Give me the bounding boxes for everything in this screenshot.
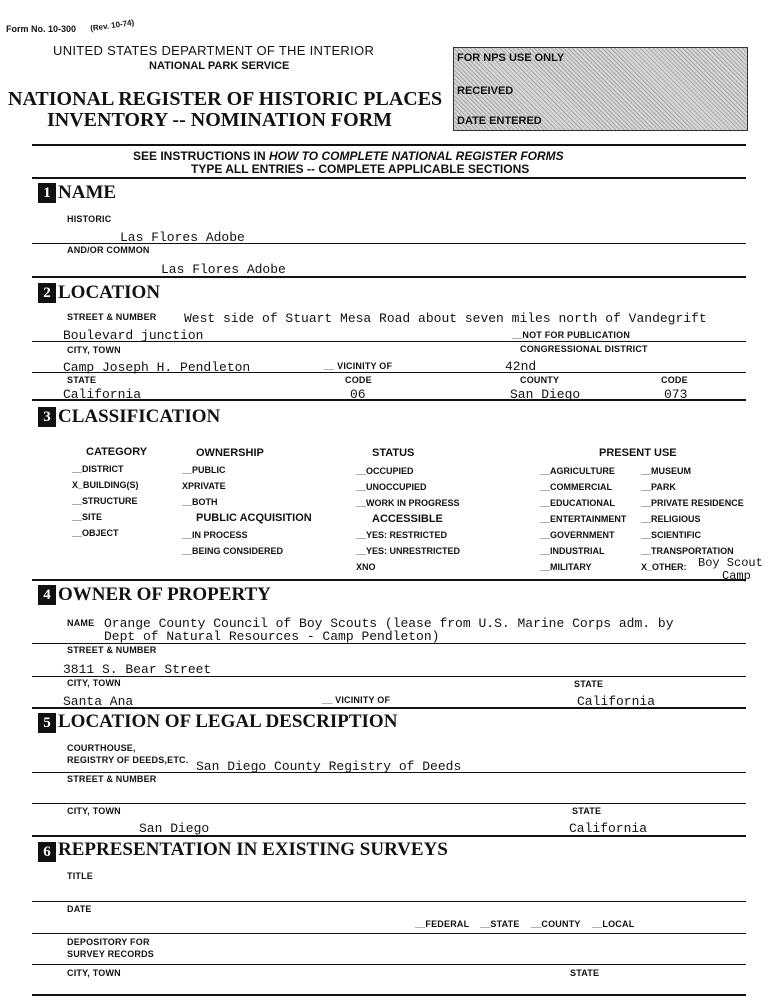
status-unoccupied: __UNOCCUPIED	[356, 482, 427, 492]
section-5-title: LOCATION OF LEGAL DESCRIPTION	[58, 711, 398, 732]
form-title-line1: NATIONAL REGISTER OF HISTORIC PLACES	[8, 88, 443, 110]
depository-label-line2: SURVEY RECORDS	[67, 949, 154, 959]
form-bottom-rule	[32, 994, 746, 996]
nps-use-only-box	[453, 47, 748, 131]
state-code-value: 06	[350, 387, 366, 402]
section-4-end-rule	[32, 707, 746, 709]
category-object: __OBJECT	[72, 528, 119, 538]
street-number-label: STREET & NUMBER	[67, 312, 157, 322]
section-4-number: 4	[38, 585, 56, 605]
owner-vicinity-label: __ VICINITY OF	[322, 695, 391, 705]
category-buildings: X_BUILDING(S)	[72, 480, 139, 490]
access-yes-restricted: __YES: RESTRICTED	[356, 530, 448, 540]
use-scientific: __SCIENTIFIC	[641, 530, 702, 540]
accessible-heading: ACCESSIBLE	[372, 513, 443, 525]
vicinity-label: __ VICINITY OF	[324, 361, 393, 371]
category-heading: CATEGORY	[86, 446, 148, 458]
other-use-value-line1: Boy Scout	[698, 556, 763, 570]
ownership-both: __BOTH	[182, 497, 218, 507]
courthouse-label-line2: REGISTRY OF DEEDS,ETC.	[67, 755, 189, 765]
county-code-value: 073	[664, 387, 688, 402]
use-other: X_OTHER:	[641, 562, 687, 572]
section-4-title: OWNER OF PROPERTY	[58, 584, 271, 605]
state-label: STATE	[67, 375, 97, 385]
city-town-label: CITY, TOWN	[67, 345, 121, 355]
section-5-number: 5	[38, 713, 56, 733]
historic-name-value: Las Flores Adobe	[120, 230, 245, 245]
owner-name-rule	[32, 643, 746, 644]
legal-street-rule	[32, 803, 746, 804]
owner-state-value: California	[577, 694, 656, 709]
historic-label: HISTORIC	[67, 214, 112, 224]
section-6-title: REPRESENTATION IN EXISTING SURVEYS	[58, 839, 448, 860]
use-military: __MILITARY	[540, 562, 592, 572]
owner-street-rule	[32, 676, 746, 677]
survey-state-label: STATE	[570, 968, 600, 978]
street-value-line1: West side of Stuart Mesa Road about seven miles north of Vandegrift	[184, 311, 707, 326]
section-2-number: 2	[38, 283, 56, 303]
nps-received-label: RECEIVED	[457, 85, 514, 97]
county-value: San Diego	[510, 387, 581, 402]
section-1-title: NAME	[58, 182, 117, 203]
nps-date-entered-label: DATE ENTERED	[457, 115, 542, 127]
access-yes-unrestricted: __YES: UNRESTRICTED	[356, 546, 461, 556]
present-use-heading: PRESENT USE	[599, 447, 677, 459]
header-rule	[32, 144, 746, 146]
survey-local: __LOCAL	[592, 919, 635, 929]
public-acquisition-heading: PUBLIC ACQUISITION	[196, 512, 312, 524]
not-for-publication-label: __NOT FOR PUBLICATION	[512, 330, 631, 340]
ownership-heading: OWNERSHIP	[196, 447, 264, 459]
section-3-title: CLASSIFICATION	[58, 406, 221, 427]
county-code-label: CODE	[661, 375, 688, 385]
congressional-district-label: CONGRESSIONAL DISTRICT	[520, 344, 648, 354]
acquisition-being-considered: __BEING CONSIDERED	[182, 546, 284, 556]
owner-city-label: CITY, TOWN	[67, 678, 121, 688]
department-name: UNITED STATES DEPARTMENT OF THE INTERIOR	[53, 43, 375, 58]
survey-county: __COUNTY	[531, 919, 581, 929]
owner-name-value-line1: Orange County Council of Boy Scouts (lease from U.S. Marine Corps adm. by	[104, 616, 674, 631]
other-use-value-line2: Camp	[722, 569, 751, 583]
use-government: __GOVERNMENT	[540, 530, 615, 540]
use-industrial: __INDUSTRIAL	[540, 546, 605, 556]
status-work-in-progress: __WORK IN PROGRESS	[356, 498, 460, 508]
use-religious: __RELIGIOUS	[641, 514, 701, 524]
legal-state-label: STATE	[572, 806, 602, 816]
legal-city-label: CITY, TOWN	[67, 806, 121, 816]
courthouse-rule	[32, 772, 746, 773]
depository-rule	[32, 964, 746, 965]
survey-title-rule	[32, 901, 746, 902]
legal-state-value: California	[569, 821, 648, 836]
instructions-line1	[133, 149, 564, 163]
survey-state: __STATE	[480, 919, 520, 929]
survey-date-label: DATE	[67, 904, 92, 914]
state-value: California	[63, 387, 142, 402]
depository-label-line1: DEPOSITORY FOR	[67, 937, 150, 947]
owner-state-label: STATE	[574, 679, 604, 689]
use-educational: __EDUCATIONAL	[540, 498, 615, 508]
street-value-line2: Boulevard junction	[63, 328, 204, 343]
revision-note: (Rev. 10-74)	[89, 17, 135, 34]
form-number: Form No. 10-300	[6, 24, 77, 34]
legal-street-label: STREET & NUMBER	[67, 774, 157, 784]
instructions-prefix: SEE INSTRUCTIONS IN	[133, 149, 270, 163]
service-name: NATIONAL PARK SERVICE	[149, 60, 290, 72]
common-name-value: Las Flores Adobe	[161, 262, 286, 277]
street-rule	[32, 341, 746, 342]
section-2-end-rule	[32, 399, 746, 401]
section-3-end-rule	[32, 579, 746, 581]
acquisition-in-process: __IN PROCESS	[182, 530, 248, 540]
common-label: AND/OR COMMON	[67, 245, 150, 255]
owner-street-value: 3811 S. Bear Street	[63, 662, 212, 677]
category-site: __SITE	[72, 512, 103, 522]
use-private-residence: __PRIVATE RESIDENCE	[641, 498, 744, 508]
instructions-line2: TYPE ALL ENTRIES -- COMPLETE APPLICABLE SECTIONS	[191, 162, 530, 176]
survey-title-label: TITLE	[67, 871, 93, 881]
section-5-end-rule	[32, 835, 746, 837]
category-district: __DISTRICT	[72, 464, 124, 474]
survey-date-rule	[32, 933, 746, 934]
use-transportation: __TRANSPORTATION	[641, 546, 734, 556]
survey-federal: __FEDERAL	[415, 919, 470, 929]
instructions-italic: HOW TO COMPLETE NATIONAL REGISTER FORMS	[269, 149, 564, 163]
courthouse-value: San Diego County Registry of Deeds	[196, 759, 462, 774]
owner-name-value-line2: Dept of Natural Resources - Camp Pendleton)	[104, 629, 440, 644]
courthouse-label-line1: COURTHOUSE,	[67, 743, 136, 753]
state-code-label: CODE	[345, 375, 372, 385]
form-title-line2: INVENTORY -- NOMINATION FORM	[47, 109, 393, 131]
section-2-title: LOCATION	[58, 282, 161, 303]
use-park: __PARK	[641, 482, 676, 492]
city-value: Camp Joseph H. Pendleton	[63, 360, 251, 375]
city-rule	[32, 372, 746, 373]
historic-rule	[32, 243, 746, 244]
ownership-public: __PUBLIC	[182, 465, 226, 475]
use-commercial: __COMMERCIAL	[540, 482, 613, 492]
use-entertainment: __ENTERTAINMENT	[540, 514, 627, 524]
owner-name-label: NAME	[67, 618, 95, 628]
category-structure: __STRUCTURE	[72, 496, 138, 506]
county-label: COUNTY	[520, 375, 560, 385]
instructions-rule	[32, 177, 746, 179]
survey-city-label: CITY, TOWN	[67, 968, 121, 978]
status-heading: STATUS	[372, 447, 415, 459]
section-1-number: 1	[38, 183, 56, 203]
status-occupied: __OCCUPIED	[356, 466, 414, 476]
section-3-number: 3	[38, 407, 56, 427]
legal-city-value: San Diego	[139, 821, 210, 836]
ownership-private: XPRIVATE	[182, 481, 226, 491]
section-1-end-rule	[32, 276, 746, 278]
congressional-district-value: 42nd	[505, 359, 537, 374]
use-agriculture: __AGRICULTURE	[540, 466, 615, 476]
nps-use-only-label: FOR NPS USE ONLY	[457, 52, 565, 64]
section-6-number: 6	[38, 842, 56, 862]
access-no: XNO	[356, 562, 376, 572]
owner-street-label: STREET & NUMBER	[67, 645, 157, 655]
use-museum: __MUSEUM	[641, 466, 692, 476]
owner-city-value: Santa Ana	[63, 694, 134, 709]
